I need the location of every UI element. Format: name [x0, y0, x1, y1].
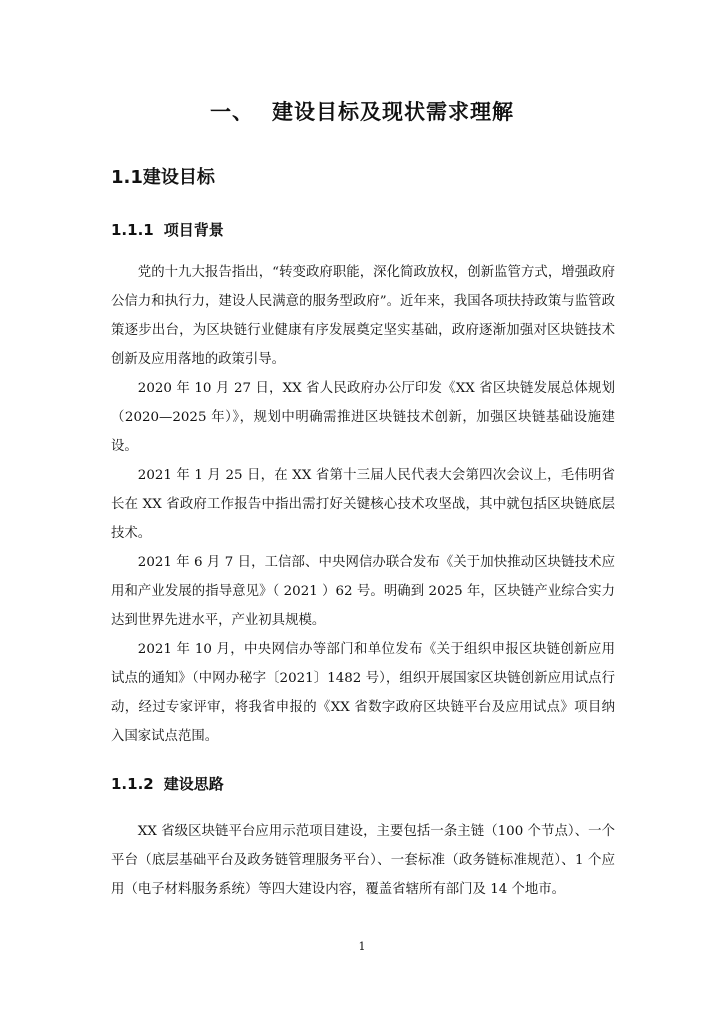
chapter-number: 一、: [210, 100, 254, 124]
subsection-title-text: 建设思路: [163, 775, 224, 793]
chapter-title-text: 建设目标及现状需求理解: [272, 100, 514, 124]
body-paragraph: 2021 年 6 月 7 日，工信部、中央网信办联合发布《关于加快推动区块链技术应用和产业发展的指导意见》（ 2021 ）62 号。明确到 2025 年，区块链产业综合实力达到世界先进水平，产业初具规模。: [111, 555, 615, 628]
subsection-heading-approach: [111, 773, 224, 794]
body-paragraph: XX 省级区块链平台应用示范项目建设，主要包括一条主链（100 个节点）、一个平台（底层基础平台及政务链管理服务平台）、一套标准（政务链标准规范）、1 个应用（电子材料服务系统）等四大建设内容，覆盖省辖所有部门及 14 个地市。: [111, 824, 615, 897]
page-number: 1: [358, 940, 366, 953]
chapter-heading: [0, 96, 724, 126]
subsection-title-text: 项目背景: [163, 221, 224, 239]
section-heading: 1.1建设目标: [111, 167, 215, 188]
subsection-number: 1.1.2: [111, 775, 154, 793]
body-paragraph: 2021 年 10 月，中央网信办等部门和单位发布《关于组织申报区块链创新应用试点的通知》（中网办秘字〔2021〕1482 号），组织开展国家区块链创新应用试点行动，经过专家评审，将我省申报的《XX 省数字政府区块链平台及应用试点》项目纳入国家试点范围。: [111, 642, 615, 744]
body-paragraph: 2020 年 10 月 27 日，XX 省人民政府办公厅印发《XX 省区块链发展总体规划（2020—2025 年）》，规划中明确需推进区块链技术创新，加强区块链基础设施建设。: [111, 381, 615, 454]
subsection-number: 1.1.1: [111, 221, 154, 239]
body-paragraph: 党的十九大报告指出，“转变政府职能，深化简政放权，创新监管方式，增强政府公信力和执行力，建设人民满意的服务型政府”。近年来，我国各项扶持政策与监管政策逐步出台，为区块链行业健康有序发展奠定坚实基础，政府逐渐加强对区块链技术创新及应用落地的政策引导。: [111, 265, 615, 367]
subsection-heading-background: [111, 219, 224, 240]
body-paragraph: 2021 年 1 月 25 日，在 XX 省第十三届人民代表大会第四次会议上，毛伟明省长在 XX 省政府工作报告中指出需打好关键核心技术攻坚战，其中就包括区块链底层技术。: [111, 468, 615, 541]
